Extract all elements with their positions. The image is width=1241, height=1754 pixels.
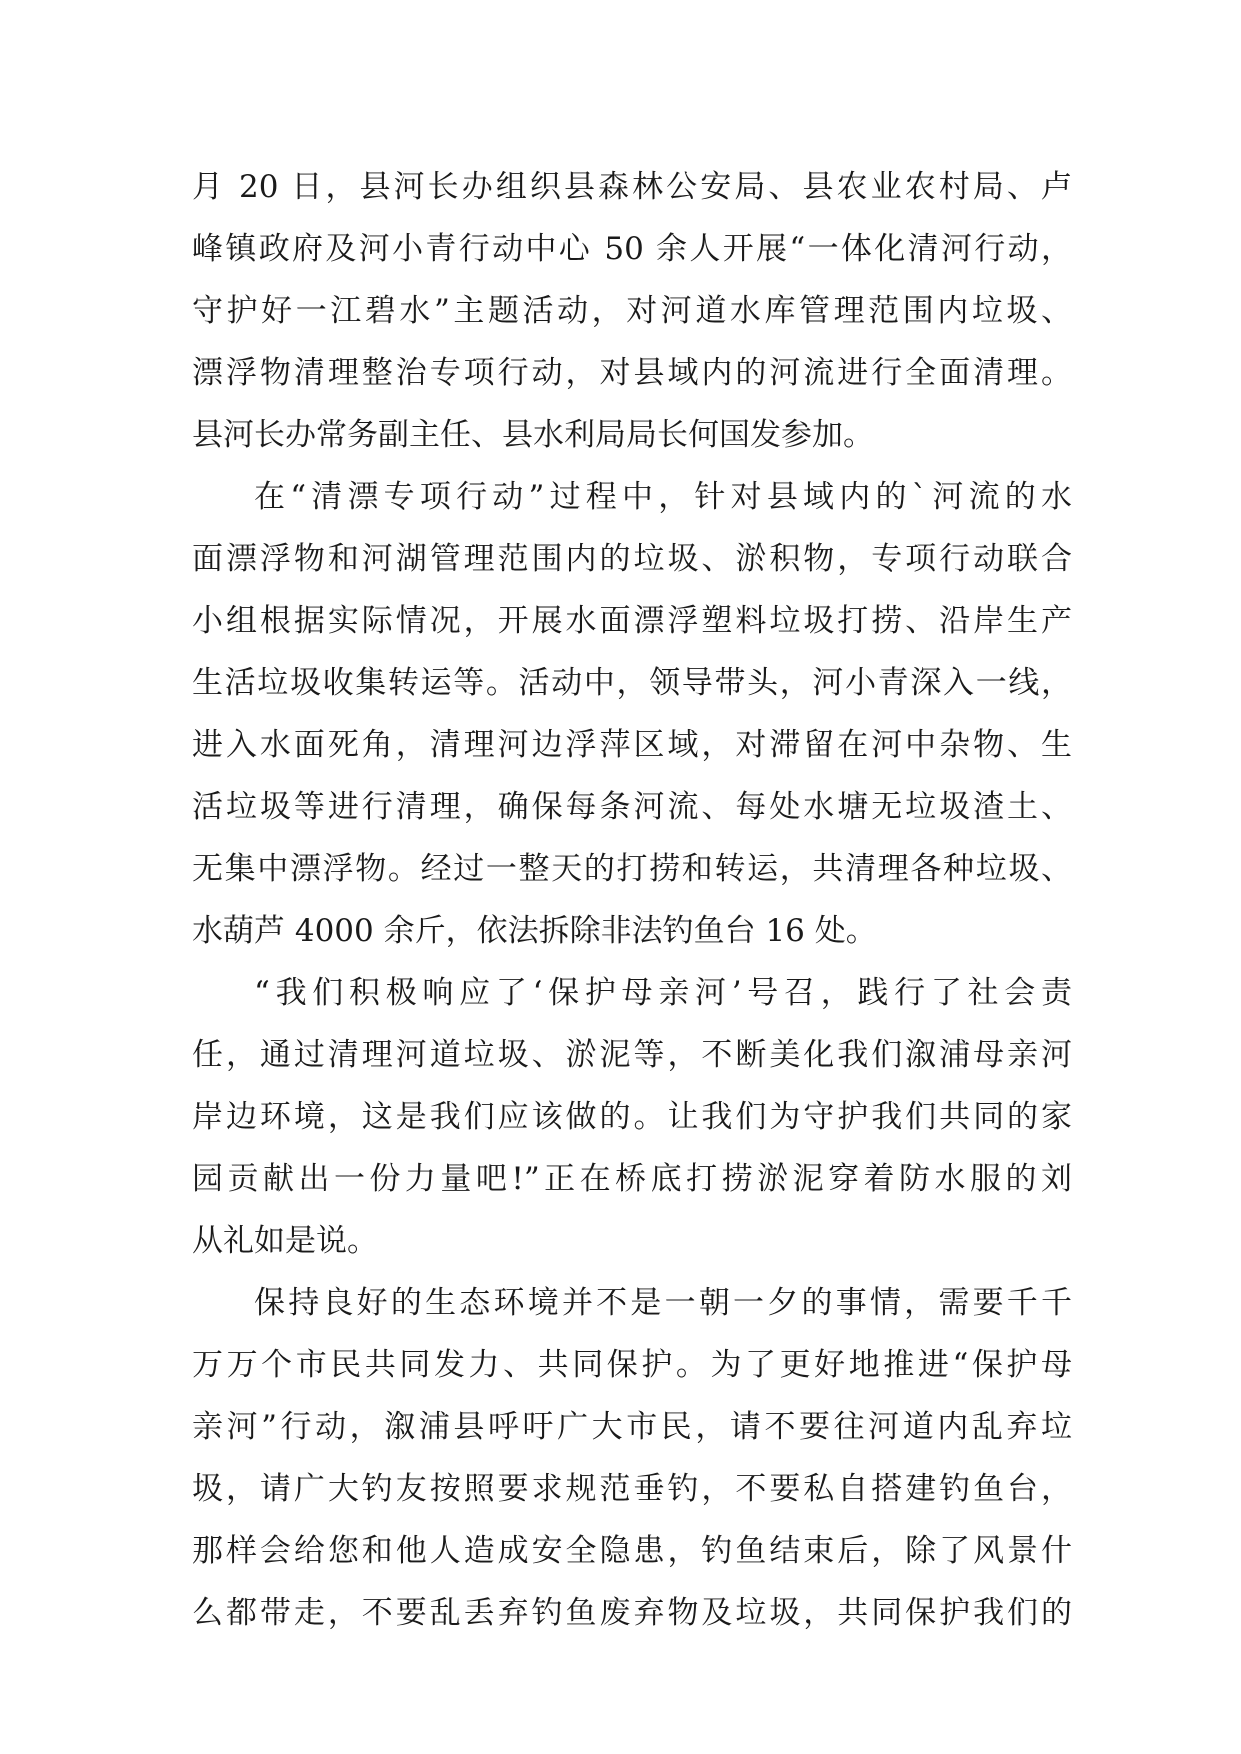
text-line: 那样会给您和他人造成安全隐患，钓鱼结束后，除了风景什 (192, 1533, 1072, 1569)
text-line: 面漂浮物和河湖管理范围内的垃圾、淤积物，专项行动联合 (192, 541, 1072, 577)
text-line: 县河长办常务副主任、县水利局局长何国发参加。 (192, 417, 874, 453)
text-line: 峰镇政府及河小青行动中心 50 余人开展“一体化清河行动， (192, 231, 1072, 267)
text-line: 么都带走，不要乱丢弃钓鱼废弃物及垃圾，共同保护我们的 (192, 1595, 1072, 1631)
text-line: 守护好一江碧水”主题活动，对河道水库管理范围内垃圾、 (192, 293, 1072, 329)
text-line: 保持良好的生态环境并不是一朝一夕的事情，需要千千 (254, 1285, 1072, 1321)
text-line: 万万个市民共同发力、共同保护。为了更好地推进“保护母 (192, 1347, 1072, 1383)
paragraph-3 (192, 962, 1072, 1272)
text-line: 小组根据实际情况，开展水面漂浮塑料垃圾打捞、沿岸生产 (192, 603, 1072, 639)
article-body (192, 156, 1072, 1644)
text-line: 活垃圾等进行清理，确保每条河流、每处水塘无垃圾渣土、 (192, 789, 1072, 825)
text-line: 从礼如是说。 (192, 1223, 378, 1259)
text-line: 岸边环境，这是我们应该做的。让我们为守护我们共同的家 (192, 1099, 1072, 1135)
text-line: 漂浮物清理整治专项行动，对县域内的河流进行全面清理。 (192, 355, 1072, 391)
paragraph-2 (192, 466, 1072, 962)
text-line: 园贡献出一份力量吧!”正在桥底打捞淤泥穿着防水服的刘 (192, 1161, 1072, 1197)
paragraph-1 (192, 156, 1072, 466)
text-line: 生活垃圾收集转运等。活动中，领导带头，河小青深入一线， (192, 665, 1072, 701)
text-line: 亲河”行动，溆浦县呼吁广大市民，请不要往河道内乱弃垃 (192, 1409, 1072, 1445)
paragraph-4 (192, 1272, 1072, 1644)
text-line: 无集中漂浮物。经过一整天的打捞和转运，共清理各种垃圾、 (192, 851, 1072, 887)
text-line: 在“清漂专项行动”过程中，针对县域内的`河流的水 (254, 479, 1072, 515)
text-line: 任，通过清理河道垃圾、淤泥等，不断美化我们溆浦母亲河 (192, 1037, 1072, 1073)
text-line: 进入水面死角，清理河边浮萍区域，对滞留在河中杂物、生 (192, 727, 1072, 763)
text-line: 圾，请广大钓友按照要求规范垂钓，不要私自搭建钓鱼台， (192, 1471, 1072, 1507)
text-line: 水葫芦 4000 余斤，依法拆除非法钓鱼台 16 处。 (192, 913, 877, 949)
text-line: “我们积极响应了‘保护母亲河’号召，践行了社会责 (254, 975, 1072, 1011)
text-line: 月 20 日，县河长办组织县森林公安局、县农业农村局、卢 (192, 169, 1072, 205)
